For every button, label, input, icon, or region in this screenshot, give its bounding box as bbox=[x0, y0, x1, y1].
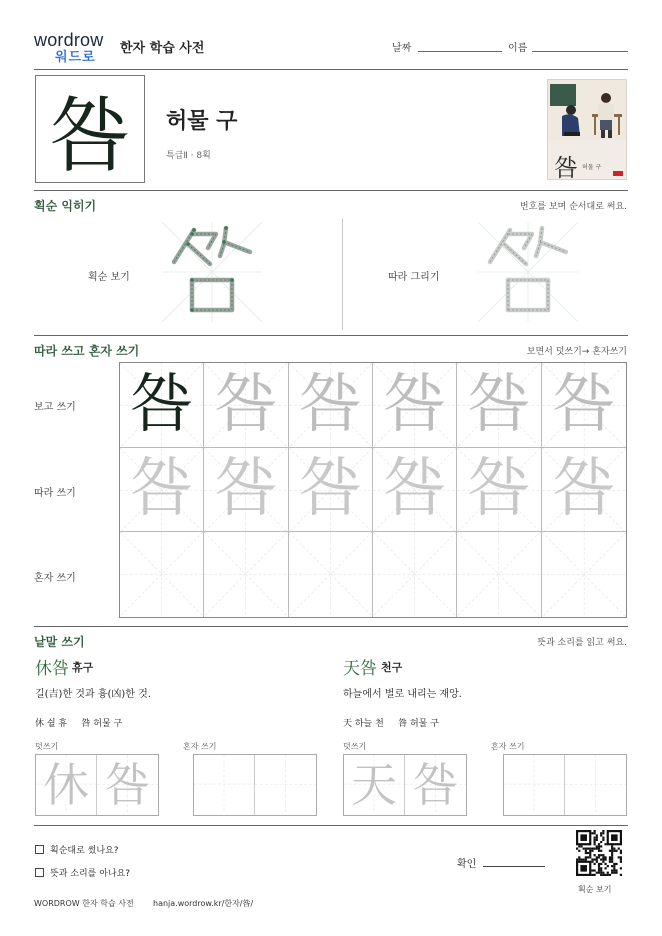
header bbox=[34, 30, 628, 70]
practice-cell[interactable] bbox=[373, 363, 457, 448]
word-trace-label: 덧쓰기 bbox=[343, 742, 367, 751]
word-cell[interactable] bbox=[194, 755, 255, 815]
stroke-view-label: 획순 보기 bbox=[88, 272, 130, 283]
wordrow-logo[interactable] bbox=[34, 30, 114, 64]
illustration-thumbnail bbox=[547, 79, 627, 180]
check-label: 뜻과 소리를 아나요? bbox=[50, 869, 131, 879]
logo-korean: 워드로 bbox=[55, 50, 96, 65]
practice-grid[interactable] bbox=[119, 362, 627, 618]
qr-code-icon[interactable] bbox=[576, 830, 622, 876]
word-cell[interactable] bbox=[565, 755, 626, 815]
row-label-solo: 혼자 쓰기 bbox=[34, 573, 76, 584]
practice-cell[interactable] bbox=[542, 363, 626, 448]
check-stroke-order[interactable] bbox=[35, 843, 119, 856]
cell-guide bbox=[373, 532, 456, 616]
trace-character: 咎 bbox=[298, 452, 363, 527]
cell-guide bbox=[504, 755, 564, 813]
thumbnail-character: 咎 bbox=[554, 154, 578, 180]
word-cell[interactable] bbox=[504, 755, 565, 815]
trace-character: 天 bbox=[351, 758, 397, 812]
word-reading: 휴구 bbox=[72, 661, 94, 674]
divider bbox=[34, 825, 628, 826]
words-section-hint: 뜻과 소리를 읽고 써요. bbox=[537, 638, 627, 648]
hero-meta: 특급Ⅱ · 8획 bbox=[166, 151, 211, 161]
trace-character: 咎 bbox=[213, 367, 278, 442]
practice-cell[interactable] bbox=[457, 448, 541, 533]
cell-guide bbox=[457, 532, 540, 616]
practice-cell[interactable] bbox=[373, 448, 457, 533]
word-trace-box[interactable] bbox=[343, 754, 467, 816]
checkbox[interactable] bbox=[35, 868, 44, 877]
name-field[interactable] bbox=[532, 51, 628, 52]
word-cell[interactable] bbox=[344, 755, 405, 815]
word-parts: 休 쉴 휴 咎 허물 구 bbox=[35, 719, 123, 729]
practice-cell[interactable] bbox=[542, 448, 626, 533]
practice-cell[interactable] bbox=[204, 532, 288, 617]
trace-character: 咎 bbox=[298, 367, 363, 442]
trace-character: 咎 bbox=[104, 758, 151, 812]
thumbnail-tag bbox=[613, 171, 623, 176]
stroke-trace-label: 따라 그리기 bbox=[388, 272, 440, 283]
practice-cell[interactable] bbox=[204, 448, 288, 533]
app-title: 한자 학습 사전 bbox=[120, 41, 205, 56]
practice-cell[interactable] bbox=[289, 363, 373, 448]
divider bbox=[34, 335, 628, 336]
model-character: 咎 bbox=[129, 367, 194, 442]
stroke-trace-area[interactable] bbox=[478, 222, 578, 322]
row-label-view: 보고 쓰기 bbox=[34, 402, 76, 413]
practice-cell[interactable] bbox=[457, 532, 541, 617]
word-hanja: 休咎 bbox=[35, 659, 69, 679]
word-cell[interactable] bbox=[36, 755, 97, 815]
trace-character: 咎 bbox=[213, 452, 278, 527]
trace-character: 咎 bbox=[551, 367, 616, 442]
practice-cell[interactable] bbox=[289, 448, 373, 533]
word-definition: 길(吉)한 것과 흉(凶)한 것. bbox=[35, 689, 151, 700]
practice-section-title: 따라 쓰고 혼자 쓰기 bbox=[34, 344, 140, 358]
stroke-order-diagram bbox=[162, 222, 262, 322]
word-solo-box[interactable] bbox=[193, 754, 317, 816]
divider bbox=[34, 190, 628, 191]
word-solo-box[interactable] bbox=[503, 754, 627, 816]
date-label: 날짜 bbox=[392, 43, 412, 54]
practice-cell[interactable] bbox=[120, 363, 204, 448]
cell-guide bbox=[255, 755, 316, 814]
practice-cell[interactable] bbox=[120, 532, 204, 617]
word-definition: 하늘에서 벌로 내리는 재앙. bbox=[343, 689, 462, 700]
cell-guide bbox=[204, 532, 287, 616]
cell-guide bbox=[289, 532, 372, 616]
confirm-field[interactable] bbox=[483, 866, 545, 867]
cell-guide bbox=[542, 532, 626, 617]
name-label: 이름 bbox=[508, 43, 528, 54]
trace-character: 咎 bbox=[382, 367, 447, 442]
trace-character: 咎 bbox=[551, 452, 616, 527]
practice-cell[interactable] bbox=[542, 532, 626, 617]
check-label: 획순대로 썼나요? bbox=[50, 846, 119, 856]
practice-cell[interactable] bbox=[289, 532, 373, 617]
logo-wordmark: wordrow bbox=[34, 30, 104, 50]
practice-cell[interactable] bbox=[120, 448, 204, 533]
footer-brand: WORDROW 한자 학습 사전 bbox=[34, 899, 134, 908]
hero-character: 咎 bbox=[48, 88, 131, 184]
check-meaning-sound[interactable] bbox=[35, 866, 130, 879]
word-solo-label: 혼자 쓰기 bbox=[183, 742, 217, 751]
word-solo-label: 혼자 쓰기 bbox=[491, 742, 525, 751]
word-trace-label: 덧쓰기 bbox=[35, 742, 59, 751]
word-cell[interactable] bbox=[405, 755, 466, 815]
thumbnail-caption: 허물 구 bbox=[582, 164, 602, 171]
practice-section-hint: 보면서 덧쓰기→ 혼자쓰기 bbox=[526, 347, 627, 357]
trace-character: 休 bbox=[43, 758, 89, 812]
hero-meaning: 허물 구 bbox=[166, 109, 238, 134]
checkbox[interactable] bbox=[35, 845, 44, 854]
stroke-section-title: 획순 익히기 bbox=[34, 199, 97, 213]
stroke-section-hint: 번호를 보며 순서대로 써요. bbox=[519, 202, 627, 212]
words-section-title: 낱말 쓰기 bbox=[34, 635, 85, 649]
word-reading: 천구 bbox=[381, 661, 403, 674]
practice-cell[interactable] bbox=[204, 363, 288, 448]
qr-label: 획순 보기 bbox=[578, 885, 612, 894]
word-trace-box[interactable] bbox=[35, 754, 159, 816]
hero-character-box bbox=[35, 75, 145, 183]
cell-guide bbox=[194, 755, 254, 813]
trace-character: 咎 bbox=[466, 367, 531, 442]
confirm-label: 확인 bbox=[457, 859, 477, 870]
word-hanja: 天咎 bbox=[343, 659, 377, 679]
trace-character: 咎 bbox=[412, 758, 459, 812]
word-cell[interactable] bbox=[255, 755, 316, 815]
cell-guide bbox=[565, 755, 626, 814]
cell-guide bbox=[120, 532, 203, 616]
row-label-trace: 따라 쓰기 bbox=[34, 488, 76, 499]
trace-character: 咎 bbox=[466, 452, 531, 527]
trace-character: 咎 bbox=[382, 452, 447, 527]
word-parts: 天 하늘 천 咎 허물 구 bbox=[343, 719, 439, 729]
divider bbox=[34, 626, 628, 627]
date-field[interactable] bbox=[418, 51, 502, 52]
footer-url[interactable]: hanja.wordrow.kr/한자/咎/ bbox=[153, 899, 254, 908]
stroke-divider bbox=[342, 218, 343, 330]
practice-cell[interactable] bbox=[373, 532, 457, 617]
practice-cell[interactable] bbox=[457, 363, 541, 448]
word-cell[interactable] bbox=[97, 755, 158, 815]
trace-character: 咎 bbox=[129, 452, 194, 527]
